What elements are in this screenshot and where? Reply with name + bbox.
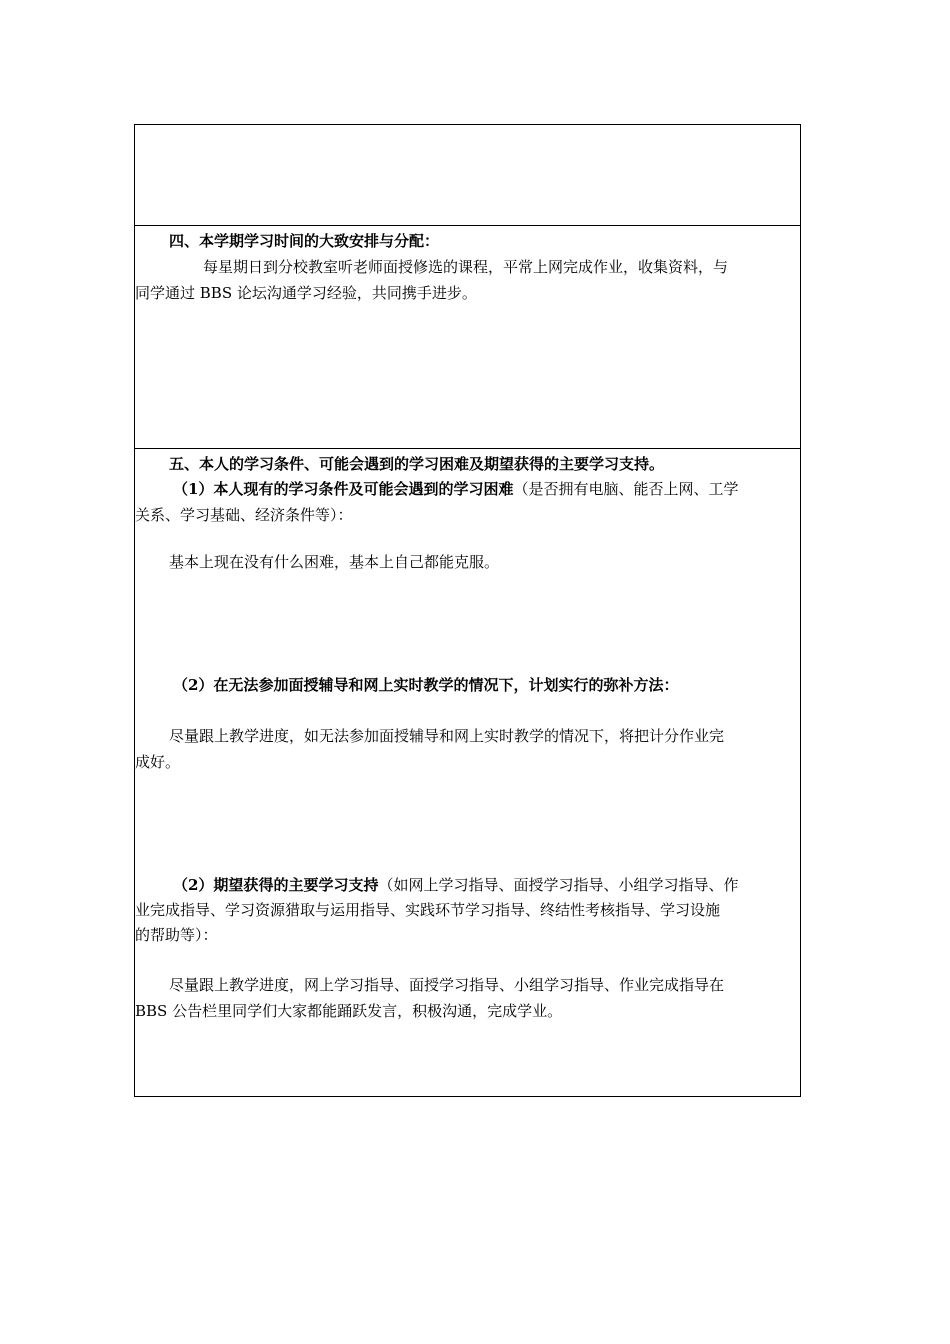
section-5-heading: 五、本人的学习条件、可能会遇到的学习困难及期望获得的主要学习支持。 (169, 455, 665, 473)
table-row-section-5 (135, 448, 800, 1096)
question-3-label: （2）期望获得的主要学习支持 (173, 876, 379, 894)
plan-table (134, 124, 801, 1097)
question-1-label: （1）本人现有的学习条件及可能会遇到的学习困难 (173, 480, 514, 498)
answer-3-line-1: 尽量跟上教学进度，网上学习指导、面授学习指导、小组学习指导、作业完成指导在 (169, 976, 725, 994)
answer-2-line-1: 尽量跟上教学进度，如无法参加面授辅导和网上实时教学的情况下，将把计分作业完 (169, 727, 725, 745)
answer-1: 基本上现在没有什么困难，基本上自己都能克服。 (169, 553, 500, 571)
question-3-note-1: （如网上学习指导、面授学习指导、小组学习指导、作 (378, 876, 739, 894)
question-2-label: （2）在无法参加面授辅导和网上实时教学的情况下，计划实行的弥补方法： (173, 676, 679, 694)
question-3-note-2: 业完成指导、学习资源猎取与运用指导、实践环节学习指导、终结性考核指导、学习设施 (135, 901, 721, 919)
section-4-heading: 四、本学期学习时间的大致安排与分配： (169, 232, 440, 250)
answer-2-line-2: 成好。 (135, 753, 181, 771)
table-row-section-4 (135, 225, 800, 448)
question-1-line-1 (135, 480, 838, 498)
question-1-note-1: （是否拥有电脑、能否上网、工学 (513, 480, 739, 498)
question-1-note-2: 关系、学习基础、经济条件等）： (135, 506, 353, 524)
section-4-body-line-1: 每星期日到分校教室听老师面授修选的课程，平常上网完成作业，收集资料，与 (203, 258, 729, 276)
answer-3-line-2: BBS 公告栏里同学们大家都能踊跃发言，积极沟通，完成学业。 (135, 1002, 563, 1020)
section-4-body-line-2: 同学通过 BBS 论坛沟通学习经验，共同携手进步。 (135, 284, 477, 302)
question-3-note-3: 的帮助等）： (135, 926, 218, 944)
question-3-line-1 (135, 876, 838, 894)
table-row-previous (135, 125, 800, 225)
